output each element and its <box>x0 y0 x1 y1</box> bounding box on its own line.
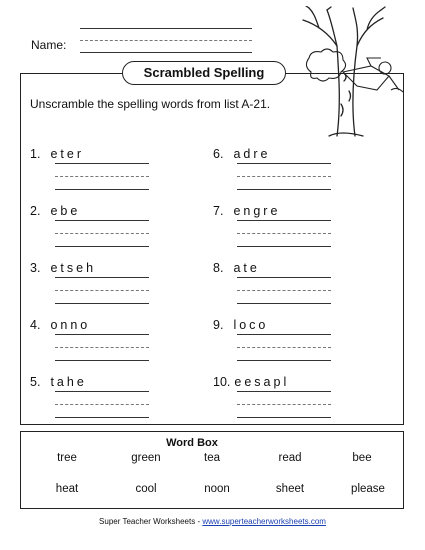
footer-text: Super Teacher Worksheets - <box>99 517 203 526</box>
word-box-word: noon <box>204 483 230 495</box>
scrambled-word: engre <box>233 204 281 218</box>
word-box-word: green <box>131 452 161 464</box>
scrambled-word: onno <box>50 318 91 332</box>
item-7 <box>213 204 280 218</box>
answer-line-mid <box>55 233 149 234</box>
scrambled-word: tahe <box>50 375 87 389</box>
answer-line-mid <box>237 290 331 291</box>
answer-line-top <box>55 334 149 335</box>
answer-line-top <box>237 220 331 221</box>
scrambled-word: eter <box>50 147 84 161</box>
item-8 <box>213 261 260 275</box>
word-box-word: cool <box>135 483 157 495</box>
item-1 <box>30 147 84 161</box>
item-number: 10. <box>213 375 231 389</box>
answer-line-mid <box>55 347 149 348</box>
word-box-word: tea <box>204 452 220 464</box>
answer-line-bottom[interactable] <box>237 417 331 418</box>
item-number: 1. <box>30 147 41 161</box>
scrambled-word: loco <box>233 318 269 332</box>
answer-line-mid <box>55 404 149 405</box>
scrambled-word: ate <box>233 261 260 275</box>
answer-line-top <box>237 163 331 164</box>
item-3 <box>30 261 96 275</box>
answer-line-top <box>55 163 149 164</box>
answer-line-top <box>55 277 149 278</box>
item-9 <box>213 318 268 332</box>
answer-line-bottom[interactable] <box>55 360 149 361</box>
word-box-word: read <box>278 452 302 464</box>
word-box-word: please <box>351 483 385 495</box>
answer-line-top <box>237 334 331 335</box>
item-number: 2. <box>30 204 41 218</box>
item-4 <box>30 318 90 332</box>
answer-line-mid <box>237 176 331 177</box>
name-line-bottom[interactable] <box>80 52 252 53</box>
item-number: 3. <box>30 261 41 275</box>
scrambled-word: adre <box>233 147 271 161</box>
worksheet-title: Scrambled Spelling <box>122 61 286 85</box>
scrambled-word: ebe <box>50 204 81 218</box>
worksheet-frame <box>20 73 404 425</box>
answer-line-top <box>237 391 331 392</box>
answer-line-mid <box>55 290 149 291</box>
item-number: 5. <box>30 375 41 389</box>
answer-line-mid <box>237 233 331 234</box>
answer-line-mid <box>237 347 331 348</box>
answer-line-bottom[interactable] <box>55 189 149 190</box>
name-line-top <box>80 28 252 29</box>
item-6 <box>213 147 270 161</box>
answer-line-mid <box>237 404 331 405</box>
name-line-mid <box>80 40 252 41</box>
word-box-word: heat <box>55 483 79 495</box>
item-5 <box>30 375 87 389</box>
word-box-title: Word Box <box>166 437 218 449</box>
answer-line-top <box>237 277 331 278</box>
answer-line-top <box>55 391 149 392</box>
item-number: 4. <box>30 318 41 332</box>
word-box-word: sheet <box>275 483 305 495</box>
item-2 <box>30 204 80 218</box>
item-number: 6. <box>213 147 224 161</box>
scrambled-word: etseh <box>50 261 97 275</box>
instructions: Unscramble the spelling words from list A-21. <box>30 97 271 111</box>
answer-line-bottom[interactable] <box>55 417 149 418</box>
answer-line-bottom[interactable] <box>237 189 331 190</box>
item-number: 7. <box>213 204 224 218</box>
item-number: 9. <box>213 318 224 332</box>
answer-line-bottom[interactable] <box>237 246 331 247</box>
footer-link[interactable]: www.superteacherworksheets.com <box>202 517 326 526</box>
answer-line-mid <box>55 176 149 177</box>
word-box-word: bee <box>352 452 372 464</box>
answer-line-top <box>55 220 149 221</box>
answer-line-bottom[interactable] <box>237 360 331 361</box>
item-number: 8. <box>213 261 224 275</box>
name-label: Name: <box>31 38 67 52</box>
item-10 <box>213 375 289 389</box>
answer-line-bottom[interactable] <box>237 303 331 304</box>
answer-line-bottom[interactable] <box>55 246 149 247</box>
word-box-word: tree <box>57 452 77 464</box>
footer <box>0 517 425 526</box>
answer-line-bottom[interactable] <box>55 303 149 304</box>
scrambled-word: eesapl <box>234 375 290 389</box>
